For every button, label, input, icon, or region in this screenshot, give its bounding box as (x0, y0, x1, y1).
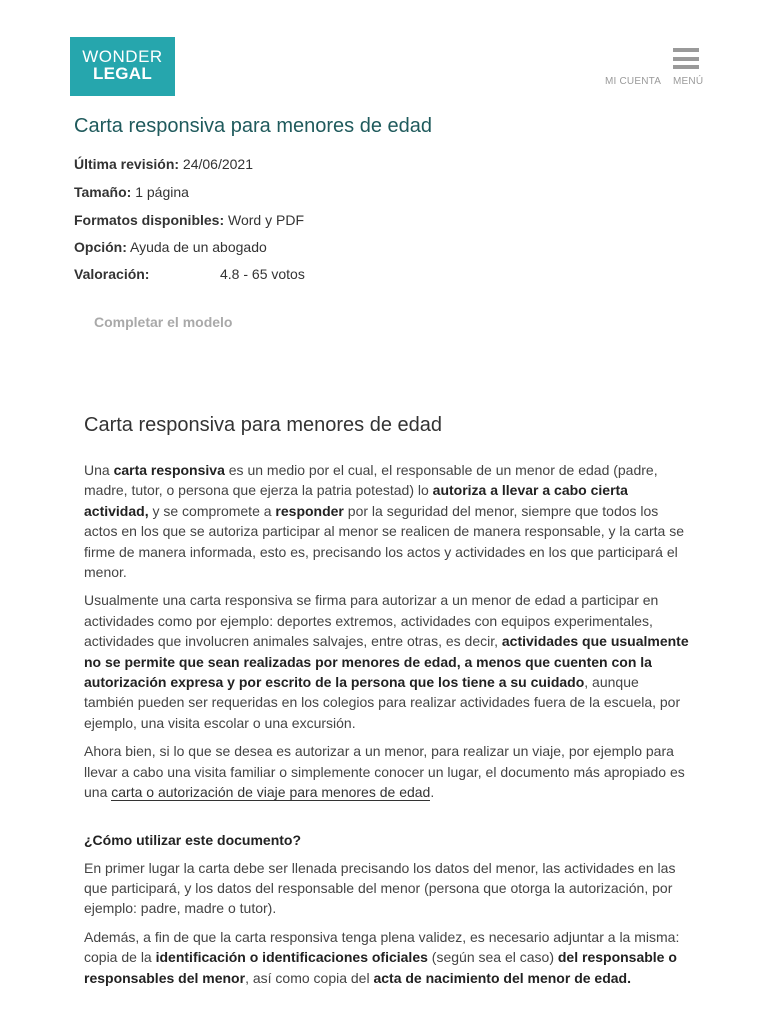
paragraph-3 (84, 741, 692, 802)
meta-option-label: Opción: (74, 239, 127, 255)
meta-revision-value: 24/06/2021 (182, 156, 253, 172)
bold-text: carta responsiva (113, 462, 225, 478)
meta-option (74, 239, 267, 255)
meta-size (74, 184, 189, 200)
text: por la seguridad del menor, siempre que todos los actos en los que se autoriza participar al menor se realicen de manera responsable, y la carta se firme de manera informada, esto es, precisando los actos y actividades en los que participará el menor. (84, 502, 684, 581)
travel-authorization-link[interactable]: carta o autorización de viaje para menores de edad (111, 784, 431, 801)
paragraph-4: En primer lugar la carta debe ser llenada precisando los datos del menor, las actividades en las que participará, y los datos del responsable del menor (persona que otorga la autorización, por ejemplo: padre, madre o tutor). (84, 859, 676, 917)
meta-option-value: Ayuda de un abogado (130, 239, 267, 255)
text: Usualmente una carta responsiva se firma para autorizar a un menor de edad a participar en actividades como por ejemplo: deportes extremos, actividades con equipos experimentales, actividades que involucren animales salvajes, entre otras, es decir, (84, 592, 659, 650)
page-title: Carta responsiva para menores de edad (74, 115, 432, 137)
bold-text: identificación o identificaciones oficiales (155, 949, 428, 966)
bold-text: del responsable o responsables del menor (84, 949, 677, 986)
article-heading: Carta responsiva para menores de edad (84, 414, 442, 436)
meta-rating-label: Valoración: (74, 266, 150, 282)
article (84, 412, 692, 996)
bold-text: autoriza a llevar a cabo cierta actividad, (84, 482, 628, 519)
logo-line-1: WONDER (82, 47, 163, 66)
account-link[interactable]: MI CUENTA (605, 76, 662, 87)
how-to-use-heading: ¿Cómo utilizar este documento? (84, 831, 302, 848)
text: Además, a fin de que la carta responsiva tenga plena validez, es necesario adjuntar a la misma: copia de la (84, 928, 680, 966)
bold-text: actividades que usualmente no se permite que sean realizadas por menores de edad, a menos que cuenten con la autorización expresa y por escrito de la persona que los tiene a su cuidado (84, 633, 689, 691)
text: Ahora bien, si lo que se desea es autorizar a un menor, para realizar un viaje, por ejemplo para llevar a cabo una visita familiar o simplemente conocer un lugar, el documento más apropiado es una (84, 743, 685, 801)
menu-link[interactable]: MENÚ (673, 76, 704, 87)
text: Una (84, 462, 114, 478)
text: es un medio por el cual, el responsable de un menor de edad (padre, madre, tutor, o persona que ejerza la patria potestad) lo (84, 462, 658, 499)
meta-size-value: 1 página (135, 184, 189, 200)
text: . (430, 784, 435, 801)
complete-template-button[interactable]: Completar el modelo (94, 314, 233, 330)
text: y se compromete a (148, 502, 276, 519)
meta-rating-value: 4.8 - 65 votos (220, 266, 305, 282)
paragraph-5 (84, 927, 692, 988)
meta-formats-label: Formatos disponibles: (74, 212, 225, 228)
paragraph-2 (84, 590, 692, 733)
text: (según sea el caso) (427, 949, 558, 966)
meta-formats-value: Word y PDF (228, 212, 304, 228)
wonder-legal-logo[interactable] (70, 37, 175, 96)
meta-revision (74, 156, 253, 172)
meta-size-label: Tamaño: (74, 184, 132, 200)
logo-line-2: LEGAL (92, 64, 153, 83)
meta-rating (74, 266, 149, 282)
paragraph-1 (84, 460, 692, 582)
bold-text: responder (275, 502, 344, 519)
meta-revision-label: Última revisión: (74, 156, 180, 172)
text: , aunque también pueden ser requeridas en los colegios para realizar actividades fuera de la escuela, por ejemplo, una visita escolar o una excursión. (84, 674, 681, 731)
hamburger-menu-icon[interactable] (673, 48, 699, 71)
bold-text: acta de nacimiento del menor de edad. (373, 969, 631, 986)
text: , así como copia del (245, 969, 374, 986)
meta-formats (74, 212, 304, 228)
